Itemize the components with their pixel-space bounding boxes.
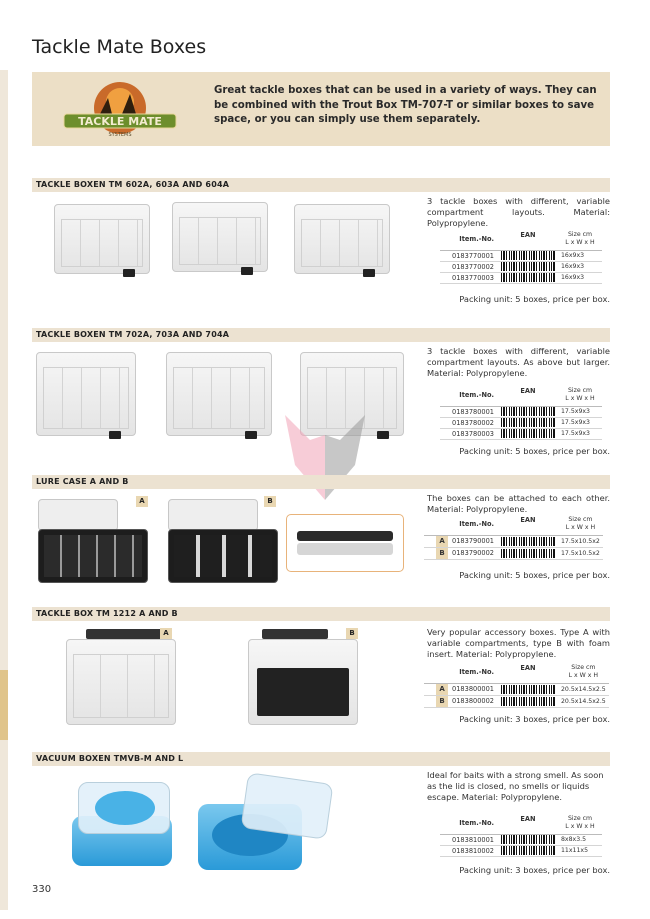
barcode-image xyxy=(501,846,555,855)
page-number: 330 xyxy=(32,884,52,895)
tag-a: A xyxy=(160,628,172,639)
tackle-box-image xyxy=(54,204,150,274)
packing-unit: Packing unit: 5 boxes, price per box. xyxy=(459,294,610,304)
section-tm-1212 xyxy=(32,607,610,732)
table-row: 0183810001 8x8x3.5 xyxy=(440,834,602,845)
section-header: TACKLE BOXEN TM 602A, 603A AND 604A xyxy=(32,178,610,192)
packing-unit: Packing unit: 3 boxes, price per box. xyxy=(459,865,610,875)
section-lure-case xyxy=(32,475,610,590)
table-row: 0183770001 16x9x3 xyxy=(440,250,602,261)
section-header: TACKLE BOX TM 1212 A AND B xyxy=(32,607,610,621)
table-row: B 0183790002 17.5x10.5x2 xyxy=(424,547,603,559)
section-description: 3 tackle boxes with different, variable compartment layouts. As above but larger. Material: Polypropylene. xyxy=(427,346,610,378)
intro-band xyxy=(32,72,610,146)
barcode-image xyxy=(501,429,555,438)
section-tm-602a xyxy=(32,178,610,308)
vacuum-box-l-lid-image xyxy=(241,772,334,839)
table-row: 0183780002 17.5x9x3 xyxy=(440,417,602,428)
section-description: 3 tackle boxes with different, variable compartment layouts. Material: Polypropylene. xyxy=(427,196,610,228)
barcode-image xyxy=(501,418,555,427)
lure-case-lid-image xyxy=(38,499,118,531)
section-header: LURE CASE A AND B xyxy=(32,475,610,489)
table-row: 0183780003 17.5x9x3 xyxy=(440,428,602,439)
section-description: The boxes can be attached to each other. Material: Polypropylene. xyxy=(427,493,610,514)
tag-b: B xyxy=(346,628,358,639)
spec-table: Item.-No. EAN Size cm L x W x H A 0183790001 17.5x10.5x2 B 0183790002 17.5x10.5x2 xyxy=(424,513,603,560)
table-row: 0183810002 11x11x5 xyxy=(440,845,602,856)
barcode-image xyxy=(501,262,555,271)
barcode-image xyxy=(501,685,555,694)
barcode-image xyxy=(501,697,555,706)
packing-unit: Packing unit: 3 boxes, price per box. xyxy=(459,714,610,724)
page-title: Tackle Mate Boxes xyxy=(32,36,207,58)
tackle-box-image xyxy=(172,202,268,272)
section-header: VACUUM BOXEN TMVB-M AND L xyxy=(32,752,610,766)
page-edge-strip xyxy=(0,70,8,910)
tackle-box-image xyxy=(166,352,272,436)
table-row: 0183770003 16x9x3 xyxy=(440,272,602,283)
barcode-image xyxy=(501,251,555,260)
packing-unit: Packing unit: 5 boxes, price per box. xyxy=(459,570,610,580)
table-row: B 0183800002 20.5x14.5x2.5 xyxy=(424,695,609,707)
tackle-mate-logo xyxy=(60,80,180,140)
spec-table: Item.-No. EAN Size cm L x W x H 0183780001 17.5x9x3 0183780002 17.5x9x3 0183780003 17.5x9x3 xyxy=(440,384,602,440)
lure-case-a-image xyxy=(38,529,148,583)
barcode-image xyxy=(501,835,555,844)
tackle-box-image xyxy=(294,204,390,274)
vacuum-box-m-lid-image xyxy=(78,782,170,834)
svg-text:TACKLE MATE: TACKLE MATE xyxy=(78,115,162,128)
spec-table: Item.-No. EAN Size cm L x W x H 0183770001 16x9x3 0183770002 16x9x3 0183770003 16x9x3 xyxy=(440,228,602,284)
spec-table: Item.-No. EAN Size cm L x W x H 0183810001 8x8x3.5 0183810002 11x11x5 xyxy=(440,812,602,857)
section-header: TACKLE BOXEN TM 702A, 703A AND 704A xyxy=(32,328,610,342)
section-description: Ideal for baits with a strong smell. As soon as the lid is closed, no smells or liquids escape. Material: Polypropylene. xyxy=(427,770,604,802)
tackle-box-image xyxy=(36,352,136,436)
spec-table: Item.-No. EAN Size cm L x W x H A 0183800001 20.5x14.5x2.5 B 0183800002 20.5x14.5x2.5 xyxy=(424,661,609,708)
barcode-image xyxy=(501,273,555,282)
section-description: Very popular accessory boxes. Type A with variable compartments, type B with foam insert. Material: Polypropylene. xyxy=(427,627,610,659)
stacked-cases-image xyxy=(286,514,404,572)
page-edge-accent xyxy=(0,670,8,740)
packing-unit: Packing unit: 5 boxes, price per box. xyxy=(459,446,610,456)
tackle-box-b-image xyxy=(248,639,358,725)
tag-b: B xyxy=(264,496,276,507)
table-row: A 0183800001 20.5x14.5x2.5 xyxy=(424,683,609,695)
lure-case-b-image xyxy=(168,529,278,583)
lid-bar-image xyxy=(86,629,166,639)
intro-text: Great tackle boxes that can be used in a variety of ways. They can be combined with the Trout Box TM-707-T or similar boxes to save space, or you can simply use them separately. xyxy=(214,85,597,125)
lure-case-lid-image xyxy=(168,499,258,531)
barcode-image xyxy=(501,407,555,416)
tackle-box-a-image xyxy=(66,639,176,725)
tag-a: A xyxy=(136,496,148,507)
section-vacuum-boxen xyxy=(32,752,610,882)
table-row: 0183770002 16x9x3 xyxy=(440,261,602,272)
svg-text:SYSTEMS: SYSTEMS xyxy=(108,132,132,138)
lid-bar-image xyxy=(262,629,328,639)
table-row: A 0183790001 17.5x10.5x2 xyxy=(424,535,603,547)
table-row: 0183780001 17.5x9x3 xyxy=(440,406,602,417)
barcode-image xyxy=(501,537,555,546)
barcode-image xyxy=(501,549,555,558)
